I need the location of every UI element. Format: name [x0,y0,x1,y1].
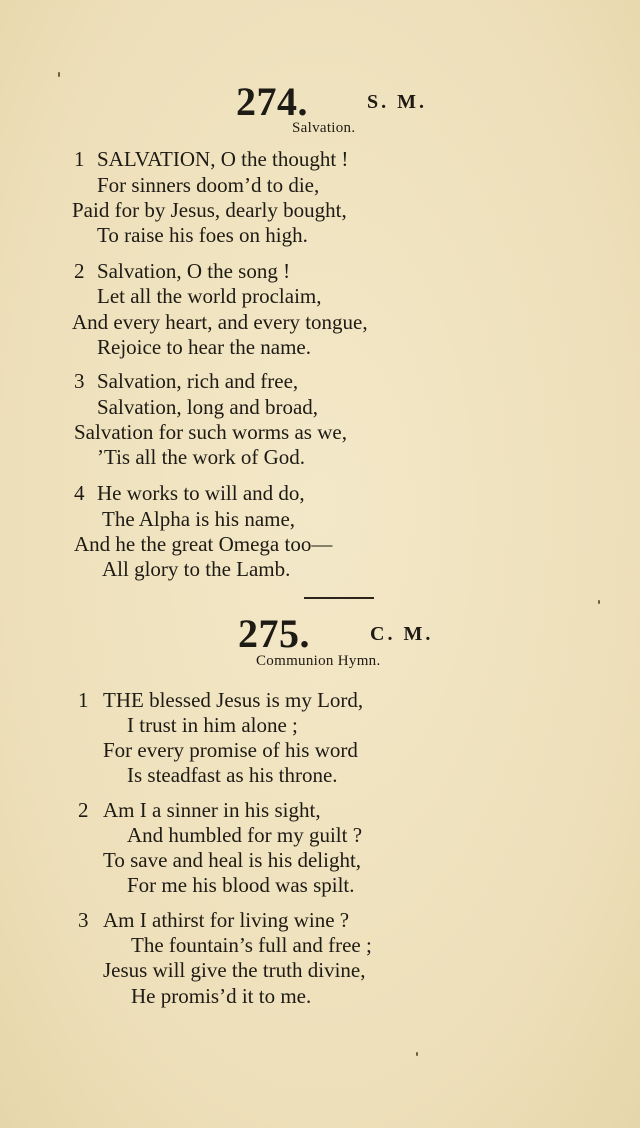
verse-line: Am I athirst for living wine ? [103,908,350,932]
verse-line: Salvation, O the song ! [97,259,291,283]
verse-line: THE blessed Jesus is my Lord, [103,688,364,712]
verse-line: ’Tis all the work of God. [97,445,306,469]
verse-line: And he the great Omega too— [74,532,333,556]
verse-number: 3 [78,908,89,932]
verse-line: To raise his foes on high. [97,223,308,247]
hymn-meter: C. M. [370,623,434,645]
paper-speck [416,1052,418,1056]
section-divider [304,597,374,599]
paper-speck [58,72,60,77]
verse-line: Is steadfast as his throne. [127,763,338,787]
verse-number: 2 [78,798,89,822]
verse-line: Jesus will give the truth divine, [103,958,366,982]
verse-line: For me his blood was spilt. [127,873,355,897]
verse-line: Am I a sinner in his sight, [103,798,321,822]
paper-speck [598,600,600,604]
verse-line: And every heart, and every tongue, [72,310,368,334]
verse-line: Rejoice to hear the name. [97,335,311,359]
verse-line: Paid for by Jesus, dearly bought, [72,198,347,222]
verse-line: The fountain’s full and free ; [131,933,372,957]
verse-number: 1 [78,688,89,712]
verse-line: He works to will and do, [97,481,305,505]
hymn-274-header [0,80,640,124]
verse-number: 2 [74,259,85,283]
verse-line: For sinners doom’d to die, [97,173,320,197]
verse-line: Salvation, long and broad, [97,395,319,419]
hymn-title: Salvation. [292,120,356,136]
verse-line: Salvation, rich and free, [97,369,299,393]
verse-number: 3 [74,369,85,393]
verse-number: 1 [74,147,85,171]
verse-line: All glory to the Lamb. [102,557,291,581]
hymn-number: 274. [236,79,308,124]
verse-line: Let all the world proclaim, [97,284,322,308]
hymn-number: 275. [238,611,310,656]
hymn-meter: S. M. [367,91,427,113]
verse-line: He promis’d it to me. [131,984,312,1008]
verse-number: 4 [74,481,85,505]
verse-line: SALVATION, O the thought ! [97,147,349,171]
verse-line: And humbled for my guilt ? [127,823,363,847]
verse-line: Salvation for such worms as we, [74,420,347,444]
hymn-275-header [0,612,640,656]
verse-line: For every promise of his word [103,738,358,762]
hymn-title: Communion Hymn. [256,653,381,669]
verse-line: I trust in him alone ; [127,713,298,737]
verse-line: To save and heal is his delight, [103,848,362,872]
verse-line: The Alpha is his name, [102,507,296,531]
